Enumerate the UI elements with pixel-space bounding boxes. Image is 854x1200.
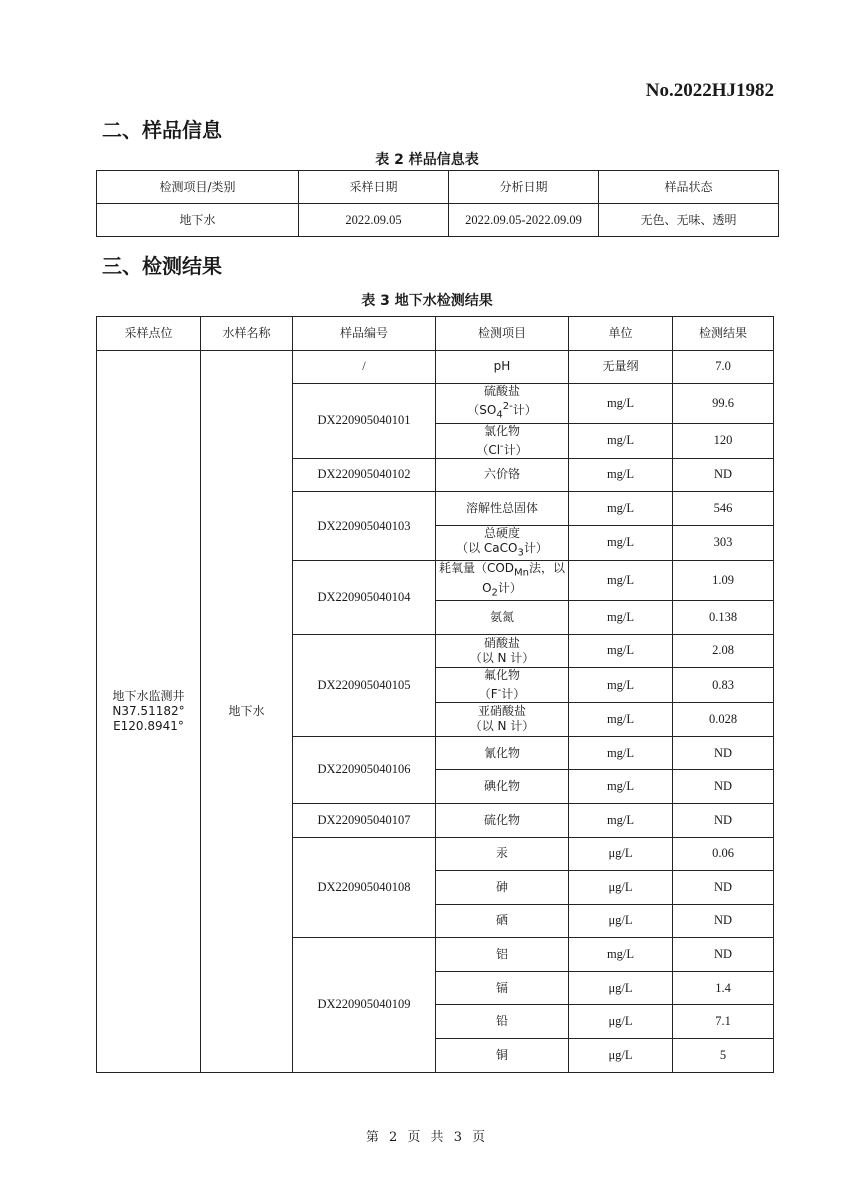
result-cell: ND [673, 938, 774, 972]
sample-id-cell: DX220905040106 [293, 736, 436, 803]
item-name: 硫化物 [483, 812, 520, 827]
item-name: 铅 [495, 1014, 508, 1029]
site-line: E120.8941° [113, 718, 184, 733]
table-cell: 2022.09.05-2022.09.09 [449, 204, 599, 237]
column-header: 水样名称 [201, 317, 293, 351]
test-item-cell [436, 1005, 569, 1039]
unit-cell: mg/L [569, 703, 673, 737]
table3-caption: 表 3 地下水检测结果 [361, 293, 493, 309]
result-cell: ND [673, 904, 774, 938]
item-basis: （以 CaCO$_3$计） [456, 540, 548, 559]
column-header: 检测结果 [673, 317, 774, 351]
result-cell: 5 [673, 1039, 774, 1073]
result-cell: ND [673, 803, 774, 837]
result-cell: 303 [673, 525, 774, 560]
column-header: 样品状态 [599, 171, 779, 204]
sample-id-cell: DX220905040108 [293, 837, 436, 938]
result-cell: 1.4 [673, 971, 774, 1005]
result-cell: 0.83 [673, 668, 774, 703]
test-item-cell [436, 492, 569, 526]
test-item-cell [436, 668, 569, 703]
column-header: 单位 [569, 317, 673, 351]
sample-id-cell: DX220905040109 [293, 938, 436, 1072]
unit-cell: mg/L [569, 423, 673, 458]
sample-id-cell: DX220905040104 [293, 561, 436, 634]
item-name: 铝 [495, 947, 508, 962]
groundwater-results-table [96, 316, 774, 1073]
column-header: 检测项目/类别 [97, 171, 299, 204]
item-name: 氯化物 [483, 423, 520, 438]
unit-cell: mg/L [569, 458, 673, 492]
column-header: 分析日期 [449, 171, 599, 204]
test-item-cell [436, 837, 569, 871]
test-item-cell [436, 350, 569, 384]
unit-cell: μg/L [569, 837, 673, 871]
column-header: 采样点位 [97, 317, 201, 351]
test-item-cell [436, 971, 569, 1005]
item-basis: （$SO_4^{2-}$计） [467, 401, 537, 421]
result-cell: 546 [673, 492, 774, 526]
sample-id-cell: DX220905040101 [293, 384, 436, 458]
test-item-cell [436, 634, 569, 668]
item-basis: （Cl-计） [476, 440, 528, 457]
section-heading-results: 三、检测结果 [102, 254, 222, 278]
item-name: 硫酸盐 [483, 384, 520, 399]
item-name: 氨氮 [489, 609, 514, 624]
item-name: 砷 [495, 879, 508, 894]
test-item-cell [436, 938, 569, 972]
test-item-cell [436, 770, 569, 804]
unit-cell: mg/L [569, 492, 673, 526]
unit-cell: mg/L [569, 668, 673, 703]
unit-cell: μg/L [569, 904, 673, 938]
unit-cell: μg/L [569, 1039, 673, 1073]
result-cell: 0.06 [673, 837, 774, 871]
result-cell: 120 [673, 423, 774, 458]
item-name: pH [493, 359, 511, 374]
sample-id-cell: / [293, 350, 436, 384]
site-line: 地下水监测井 [112, 688, 185, 703]
result-cell: 1.09 [673, 561, 774, 601]
result-cell: 7.1 [673, 1005, 774, 1039]
test-item-cell [436, 561, 569, 601]
test-item-cell [436, 600, 569, 634]
unit-cell: mg/L [569, 803, 673, 837]
water-name-cell: 地下水 [201, 350, 293, 1072]
table-header-row [97, 317, 774, 351]
report-number: No.2022HJ1982 [645, 80, 774, 101]
test-item-cell [436, 703, 569, 737]
table-cell: 2022.09.05 [299, 204, 449, 237]
unit-cell: μg/L [569, 1005, 673, 1039]
site-line: N37.51182° [112, 703, 185, 718]
result-cell: 0.138 [673, 600, 774, 634]
item-basis: （以 N 计） [469, 650, 535, 665]
result-cell: 7.0 [673, 350, 774, 384]
unit-cell: mg/L [569, 634, 673, 668]
unit-cell: mg/L [569, 561, 673, 601]
unit-cell: mg/L [569, 770, 673, 804]
unit-cell: 无量纲 [569, 350, 673, 384]
test-item-cell [436, 871, 569, 905]
column-header: 样品编号 [293, 317, 436, 351]
sample-id-cell: DX220905040105 [293, 634, 436, 736]
sample-id-cell: DX220905040103 [293, 492, 436, 561]
result-cell: ND [673, 736, 774, 770]
result-cell: ND [673, 458, 774, 492]
result-cell: 99.6 [673, 384, 774, 423]
unit-cell: μg/L [569, 871, 673, 905]
page-footer: 第 2 页 共 3 页 [365, 1130, 489, 1145]
item-name: 溶解性总固体 [465, 500, 538, 515]
item-basis: （以 N 计） [469, 719, 535, 734]
test-item-cell [436, 458, 569, 492]
table2-caption: 表 2 样品信息表 [375, 152, 479, 168]
item-name: 镉 [495, 980, 508, 995]
result-cell: 0.028 [673, 703, 774, 737]
test-item-cell [436, 904, 569, 938]
item-name: 耗氧量（$COD_{Mn}$法，以 [438, 561, 566, 579]
test-item-cell [436, 803, 569, 837]
unit-cell: mg/L [569, 525, 673, 560]
section-heading-sample-info: 二、样品信息 [102, 118, 222, 142]
test-item-cell [436, 525, 569, 560]
sample-id-cell: DX220905040102 [293, 458, 436, 492]
item-name: 氟化物 [483, 668, 520, 683]
unit-cell: mg/L [569, 938, 673, 972]
item-basis: $O_2$计） [482, 580, 522, 598]
table-header-row [97, 171, 779, 204]
table-row [97, 204, 779, 237]
item-name: 汞 [495, 846, 508, 861]
result-cell: 2.08 [673, 634, 774, 668]
sample-id-cell: DX220905040107 [293, 803, 436, 837]
result-cell: ND [673, 770, 774, 804]
item-name: 硒 [495, 913, 508, 928]
table-cell: 地下水 [97, 204, 299, 237]
unit-cell: mg/L [569, 384, 673, 423]
item-name: 硝酸盐 [483, 635, 520, 650]
item-name: 碘化物 [483, 779, 520, 794]
item-basis: （F-计） [478, 685, 526, 702]
test-item-cell [436, 423, 569, 458]
item-name: 六价铬 [483, 467, 520, 482]
sampling-site-cell [97, 350, 201, 1072]
sample-info-table [96, 170, 779, 237]
item-name: 亚硝酸盐 [477, 704, 526, 719]
unit-cell: mg/L [569, 736, 673, 770]
column-header: 检测项目 [436, 317, 569, 351]
item-name: 总硬度 [483, 525, 520, 540]
test-item-cell [436, 736, 569, 770]
result-cell: ND [673, 871, 774, 905]
unit-cell: μg/L [569, 971, 673, 1005]
test-item-cell [436, 384, 569, 423]
item-name: 铜 [495, 1047, 508, 1062]
column-header: 采样日期 [299, 171, 449, 204]
unit-cell: mg/L [569, 600, 673, 634]
table-cell: 无色、无味、透明 [599, 204, 779, 237]
item-name: 氰化物 [483, 745, 520, 760]
test-item-cell [436, 1039, 569, 1073]
table-row [97, 350, 774, 384]
results-table-body [97, 350, 774, 1072]
